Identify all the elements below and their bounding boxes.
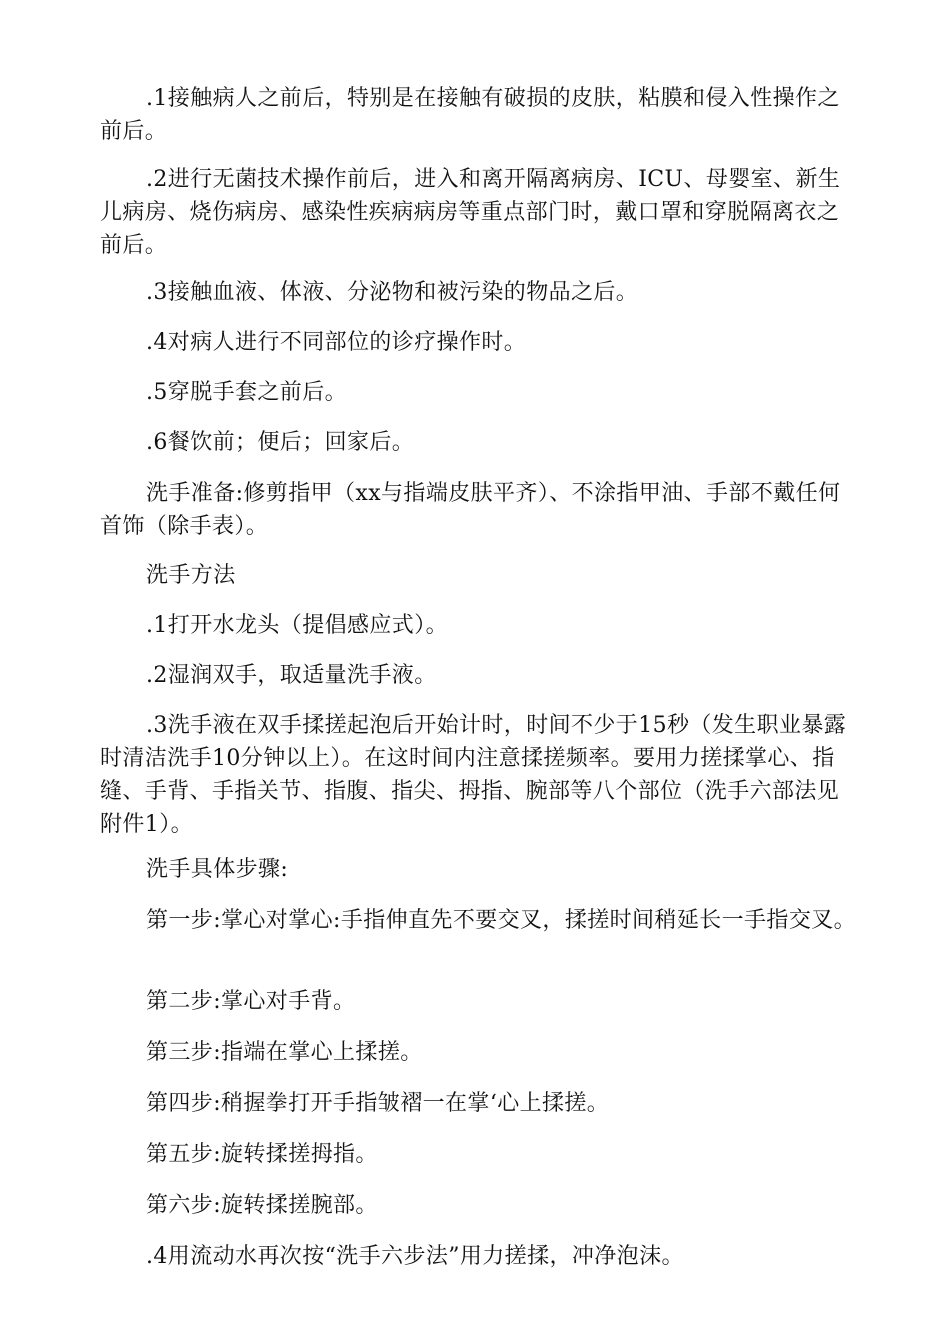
paragraph-item-6: .6餐饮前；便后；回家后。 (146, 430, 415, 455)
paragraph-item-19: .4用流动水再次按“洗手六步法”用力搓揉，冲净泡沫。 (146, 1244, 684, 1269)
paragraph-item-5: .5穿脱手套之前后。 (146, 380, 347, 405)
paragraph-item-15: 第三步:指端在掌心上揉搓。 (146, 1040, 423, 1065)
paragraph-item-7: 洗手准备:修剪指甲（xx与指端皮肤平齐）、不涂指甲油、手部不戴任何首饰（除手表）。 (100, 481, 841, 539)
paragraph-item-18: 第六步:旋转揉搓腕部。 (146, 1193, 378, 1218)
paragraph-item-10: .2湿润双手，取适量洗手液。 (146, 663, 437, 688)
paragraph-item-16: 第四步:稍握拳打开手指皱褶一在掌‘心上揉搓。 (146, 1091, 610, 1116)
paragraph-item-9: .1打开水龙头（提倡感应式）。 (146, 613, 448, 638)
paragraph-item-17: 第五步:旋转揉搓拇指。 (146, 1142, 378, 1167)
paragraph-item-14: 第二步:掌心对手背。 (146, 989, 356, 1014)
paragraph-item-3: .3接触血液、体液、分泌物和被污染的物品之后。 (146, 280, 639, 305)
paragraph-item-12: 洗手具体步骤: (146, 857, 289, 882)
paragraph-item-1: .1接触病人之前后，特别是在接触有破损的皮肤，粘膜和侵入性操作之前后。 (100, 86, 840, 144)
paragraph-item-4: .4对病人进行不同部位的诊疗操作时。 (146, 330, 527, 355)
paragraph-item-2: .2进行无菌技术操作前后，进入和离开隔离病房、ICU、母婴室、新生儿病房、烧伤病房、感染性疾病病房等重点部门时，戴口罩和穿脱隔离衣之前后。 (100, 167, 841, 258)
paragraph-item-11: .3洗手液在双手揉搓起泡后开始计时，时间不少于15秒（发生职业暴露时清洁洗手10分钟以上）。在这时间内注意揉搓频率。要用力搓揉掌心、指缝、手背、手指关节、指腹、指尖、拇指、腕部等八个部位（洗手六部法见附件1）。 (100, 713, 847, 837)
paragraph-item-8: 洗手方法 (146, 563, 236, 588)
paragraph-item-13: 第一步:掌心对掌心:手指伸直先不要交叉，揉搓时间稍延长一手指交叉。 (146, 908, 857, 933)
